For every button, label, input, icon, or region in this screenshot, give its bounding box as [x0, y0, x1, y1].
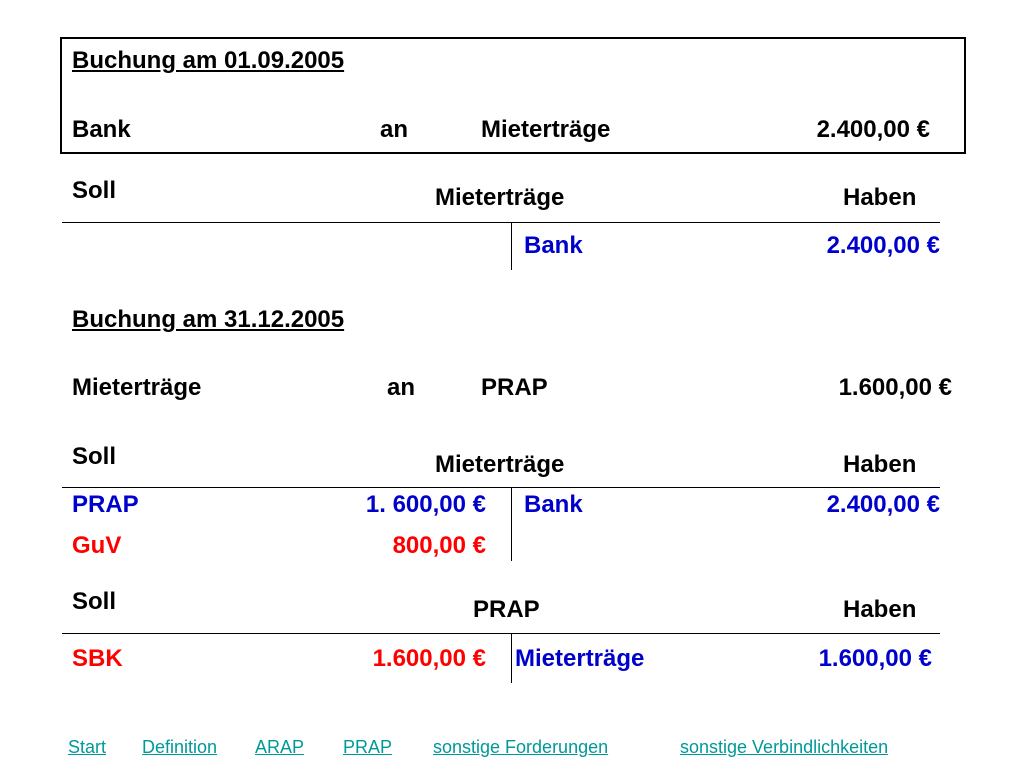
account-1-soll-label: Soll — [72, 177, 117, 204]
account-1-vline — [511, 222, 512, 270]
account-2-title: Mieterträge — [435, 451, 565, 478]
account-3-soll-row-label: SBK — [72, 645, 123, 672]
nav-link-start[interactable]: Start — [68, 737, 107, 757]
account-3-haben-label: Haben — [843, 596, 917, 623]
account-2-soll-label: Soll — [72, 443, 117, 470]
account-2-soll-row-2-label: GuV — [72, 532, 122, 559]
account-1-title: Mieterträge — [435, 184, 565, 211]
booking-1-debit: Bank — [72, 116, 131, 143]
nav-link-sonstige-forderungen[interactable]: sonstige Forderungen — [433, 737, 609, 757]
booking-1-amount: 2.400,00 € — [816, 116, 930, 143]
booking-2-connector: an — [387, 374, 416, 401]
account-1-hline — [62, 222, 940, 223]
account-2-haben-row-amount: 2.400,00 € — [826, 491, 940, 518]
account-3-vline — [511, 633, 512, 683]
booking-1-heading: Buchung am 01.09.2005 — [72, 47, 345, 74]
account-2-haben-row-label: Bank — [524, 491, 583, 518]
booking-1-credit: Mieterträge — [481, 116, 611, 143]
account-3-haben-row-label: Mieterträge — [515, 645, 645, 672]
account-1-haben-label: Haben — [843, 184, 917, 211]
nav-link-sonstige-verbindlichkeiten[interactable]: sonstige Verbindlichkeiten — [680, 737, 889, 757]
account-3-hline — [62, 633, 940, 634]
booking-2-debit: Mieterträge — [72, 374, 202, 401]
nav-link-arap[interactable]: ARAP — [255, 737, 305, 757]
booking-1-connector: an — [380, 116, 409, 143]
account-2-vline — [511, 487, 512, 561]
account-2-soll-row-2-amount: 800,00 € — [392, 532, 486, 559]
account-2-soll-row-1-label: PRAP — [72, 491, 139, 518]
booking-2-amount: 1.600,00 € — [838, 374, 952, 401]
nav-link-prap[interactable]: PRAP — [343, 737, 393, 757]
nav-link-definition[interactable]: Definition — [142, 737, 218, 757]
account-1-haben-row-label: Bank — [524, 232, 583, 259]
account-3-soll-row-amount: 1.600,00 € — [372, 645, 486, 672]
booking-2-credit: PRAP — [481, 374, 548, 401]
account-3-soll-label: Soll — [72, 588, 117, 615]
account-2-soll-row-1-amount: 1. 600,00 € — [365, 491, 486, 518]
account-3-title: PRAP — [473, 596, 540, 623]
account-1-haben-row-amount: 2.400,00 € — [826, 232, 940, 259]
account-3-haben-row-amount: 1.600,00 € — [818, 645, 932, 672]
account-2-hline — [62, 487, 940, 488]
booking-2-heading: Buchung am 31.12.2005 — [72, 306, 345, 333]
account-2-haben-label: Haben — [843, 451, 917, 478]
